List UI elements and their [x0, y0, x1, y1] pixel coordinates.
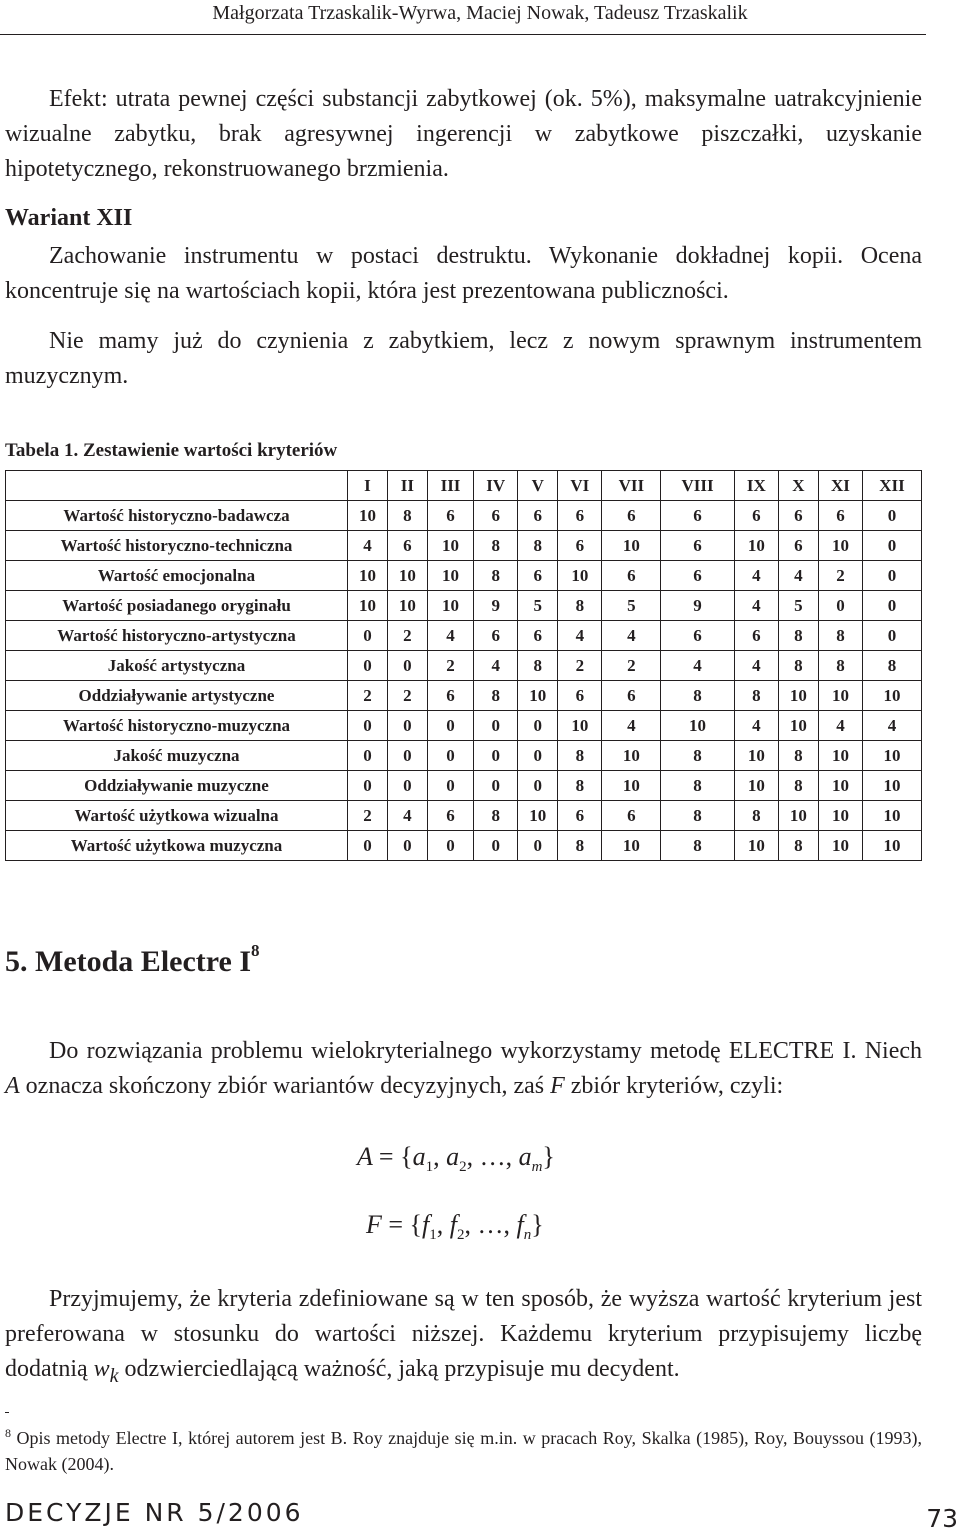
- table-cell: 0: [474, 711, 518, 741]
- table-row: [6, 801, 922, 831]
- var-w: w: [93, 1356, 110, 1382]
- formula-a1-sub: 1: [425, 1159, 434, 1176]
- variant-paragraph-2-text: Nie mamy już do czynienia z zabytkiem, lecz z nowym sprawnym instrumentem muzycznym.: [5, 328, 922, 389]
- table-cell: 0: [863, 531, 922, 561]
- formula-a-dots: , …,: [466, 1142, 519, 1171]
- table-cell: 6: [474, 621, 518, 651]
- formula-fn-sub: n: [523, 1227, 532, 1244]
- table-cell: 0: [518, 711, 558, 741]
- column-header: XI: [818, 471, 862, 501]
- table-cell: 10: [818, 531, 862, 561]
- table-cell: 6: [778, 501, 818, 531]
- table-cell: 8: [661, 741, 735, 771]
- table-cell: 4: [734, 711, 778, 741]
- column-header: V: [518, 471, 558, 501]
- row-label: Wartość emocjonalna: [6, 561, 348, 591]
- table-cell: 10: [734, 771, 778, 801]
- formula-am-sub: m: [531, 1159, 543, 1176]
- table-cell: 6: [602, 681, 661, 711]
- table-cell: 8: [818, 651, 862, 681]
- table-cell: 2: [387, 681, 427, 711]
- table-cell: 10: [602, 741, 661, 771]
- formula-comma: ,: [433, 1142, 447, 1171]
- table-cell: 0: [427, 711, 473, 741]
- formula-am: a: [518, 1142, 532, 1171]
- table-cell: 8: [778, 651, 818, 681]
- table-cell: 0: [387, 771, 427, 801]
- method-text-3: zbiór kryteriów, czyli:: [564, 1073, 784, 1099]
- table-cell: 8: [661, 771, 735, 801]
- table-cell: 6: [602, 561, 661, 591]
- table-cell: 8: [474, 801, 518, 831]
- table-cell: 8: [518, 531, 558, 561]
- table-cell: 6: [518, 561, 558, 591]
- table-cell: 10: [518, 801, 558, 831]
- table-cell: 8: [558, 591, 602, 621]
- method-text-1: Do rozwiązania problemu wielokryterialnego wykorzystamy metodę ELECTRE I. Niech: [49, 1038, 922, 1064]
- table-cell: 6: [558, 531, 602, 561]
- table-cell: 2: [348, 681, 388, 711]
- table-cell: 6: [558, 681, 602, 711]
- table-cell: 10: [602, 831, 661, 861]
- table-cell: 8: [734, 681, 778, 711]
- table-cell: 10: [602, 531, 661, 561]
- table-cell: 0: [427, 831, 473, 861]
- table-cell: 5: [602, 591, 661, 621]
- table-cell: 2: [427, 651, 473, 681]
- table-cell: 0: [474, 771, 518, 801]
- table-cell: 10: [387, 561, 427, 591]
- table-cell: 4: [734, 561, 778, 591]
- table-cell: 4: [863, 711, 922, 741]
- table-cell: 10: [863, 681, 922, 711]
- running-header: Małgorzata Trzaskalik-Wyrwa, Maciej Nowak, Tadeusz Trzaskalik: [212, 2, 748, 24]
- table-cell: 4: [348, 531, 388, 561]
- table-cell: 8: [558, 741, 602, 771]
- method-paragraph: [5, 1034, 922, 1104]
- table-cell: 4: [427, 621, 473, 651]
- table-cell: 8: [734, 801, 778, 831]
- table-cell: 10: [778, 711, 818, 741]
- table-cell: 6: [661, 501, 735, 531]
- row-label: Wartość historyczno-badawcza: [6, 501, 348, 531]
- table-cell: 4: [558, 621, 602, 651]
- table-cell: 5: [518, 591, 558, 621]
- table-cell: 0: [348, 771, 388, 801]
- row-label: Wartość użytkowa wizualna: [6, 801, 348, 831]
- formula-a-lhs: A: [357, 1142, 373, 1171]
- table-row: [6, 621, 922, 651]
- table-cell: 0: [474, 741, 518, 771]
- table-cell: 10: [818, 681, 862, 711]
- table-cell: 0: [518, 771, 558, 801]
- table-cell: 5: [778, 591, 818, 621]
- table-cell: 0: [348, 831, 388, 861]
- row-label: Wartość posiadanego oryginału: [6, 591, 348, 621]
- table-cell: 0: [387, 651, 427, 681]
- table-cell: 10: [734, 531, 778, 561]
- row-label: Wartość historyczno-artystyczna: [6, 621, 348, 651]
- row-label: Wartość historyczno-muzyczna: [6, 711, 348, 741]
- table-body: [6, 501, 922, 861]
- table-cell: 6: [558, 501, 602, 531]
- section-title: 5. Metoda Electre I: [5, 945, 252, 978]
- column-header: II: [387, 471, 427, 501]
- table-cell: 10: [778, 681, 818, 711]
- formula-f1: f: [422, 1210, 430, 1239]
- table-cell: 2: [387, 621, 427, 651]
- formula-f1-sub: 1: [429, 1227, 437, 1244]
- formula-f-lhs: F: [366, 1210, 382, 1239]
- table-cell: 0: [863, 501, 922, 531]
- table-cell: 0: [863, 591, 922, 621]
- table-cell: 8: [661, 801, 735, 831]
- criteria-table: [5, 470, 922, 861]
- table-cell: 9: [661, 591, 735, 621]
- table-cell: 9: [474, 591, 518, 621]
- table-cell: 6: [661, 531, 735, 561]
- table-cell: 8: [474, 531, 518, 561]
- table-row: [6, 771, 922, 801]
- table-cell: 0: [427, 771, 473, 801]
- table-cell: 8: [387, 501, 427, 531]
- table-cell: 10: [348, 501, 388, 531]
- section-heading: [5, 941, 260, 979]
- table-cell: 6: [427, 681, 473, 711]
- formula-comma: ,: [436, 1210, 450, 1239]
- table-cell: 10: [778, 801, 818, 831]
- table-cell: 10: [558, 561, 602, 591]
- table-cell: 0: [427, 741, 473, 771]
- formula-f2-sub: 2: [457, 1227, 465, 1244]
- variant-paragraph-1-text: Zachowanie instrumentu w postaci destruktu. Wykonanie dokładnej kopii. Ocena koncentruje się na wartościach kopii, która jest prezentowana publiczności.: [5, 243, 922, 304]
- table-cell: 8: [474, 561, 518, 591]
- table-cell: 0: [863, 621, 922, 651]
- table-cell: 10: [818, 831, 862, 861]
- variant-title: Wariant XII: [5, 205, 133, 231]
- table-cell: 0: [348, 651, 388, 681]
- table-cell: 6: [518, 621, 558, 651]
- footnote-text: Opis metody Electre I, której autorem jest B. Roy znajduje się m.in. w pracach Roy, Skalka (1985), Roy, Bouyssou (1993), Nowak (2004).: [5, 1428, 922, 1474]
- table-cell: 10: [818, 771, 862, 801]
- table-row: [6, 561, 922, 591]
- table-row: [6, 741, 922, 771]
- table-cell: 10: [348, 561, 388, 591]
- table-cell: 0: [863, 561, 922, 591]
- table-row: [6, 501, 922, 531]
- table-cell: 6: [474, 501, 518, 531]
- row-label: Jakość muzyczna: [6, 741, 348, 771]
- table-row: [6, 681, 922, 711]
- table-cell: 10: [427, 591, 473, 621]
- table-cell: 10: [734, 741, 778, 771]
- formula-a1: a: [412, 1142, 426, 1171]
- column-header: IV: [474, 471, 518, 501]
- table-cell: 0: [348, 741, 388, 771]
- row-label: Wartość historyczno-techniczna: [6, 531, 348, 561]
- criteria-paragraph: [5, 1282, 922, 1394]
- table-cell: 4: [602, 711, 661, 741]
- row-label: Oddziaływanie artystyczne: [6, 681, 348, 711]
- table-cell: 8: [558, 831, 602, 861]
- table-cell: 6: [518, 501, 558, 531]
- footnote-number: 8: [5, 1426, 11, 1440]
- table-cell: 2: [602, 651, 661, 681]
- table-cell: 6: [778, 531, 818, 561]
- formula-f-dots: , …,: [464, 1210, 517, 1239]
- table-cell: 8: [778, 621, 818, 651]
- table-cell: 6: [661, 621, 735, 651]
- table-cell: 10: [602, 771, 661, 801]
- table-cell: 6: [734, 621, 778, 651]
- formula-a2: a: [446, 1142, 460, 1171]
- table-cell: 10: [734, 831, 778, 861]
- table-cell: 8: [778, 831, 818, 861]
- journal-footer: DECYZJE NR 5/2006: [5, 1498, 304, 1527]
- table-cell: 0: [518, 831, 558, 861]
- column-header: I: [348, 471, 388, 501]
- effect-paragraph: [5, 82, 922, 187]
- table-corner: [6, 471, 348, 501]
- table-cell: 10: [863, 771, 922, 801]
- column-header: III: [427, 471, 473, 501]
- formula-f: [366, 1210, 544, 1244]
- formula-a2-sub: 2: [459, 1159, 467, 1176]
- column-header: X: [778, 471, 818, 501]
- row-label: Oddziaływanie muzyczne: [6, 771, 348, 801]
- table-row: [6, 831, 922, 861]
- formula-a-close: }: [542, 1142, 555, 1171]
- table-cell: 10: [863, 801, 922, 831]
- column-header: VI: [558, 471, 602, 501]
- table-cell: 10: [661, 711, 735, 741]
- table-cell: 4: [778, 561, 818, 591]
- var-f: F: [550, 1073, 565, 1099]
- table-cell: 6: [558, 801, 602, 831]
- criteria-text-1: Przyjmujemy, że kryteria zdefiniowane są w ten sposób, że wyższa wartość kryterium jest preferowana w stosunku do wartości niższej. Każdemu kryterium przypisujemy liczbę dodatnią: [5, 1286, 922, 1382]
- table-row: [6, 531, 922, 561]
- table-cell: 4: [602, 621, 661, 651]
- table-cell: 6: [387, 531, 427, 561]
- table-cell: 6: [427, 801, 473, 831]
- criteria-text-2: odzwierciedlającą ważność, jaką przypisuje mu decydent.: [118, 1356, 680, 1382]
- section-footnote-ref: 8: [251, 941, 260, 960]
- header-rule: [0, 34, 926, 35]
- table-cell: 10: [387, 591, 427, 621]
- table-cell: 6: [734, 501, 778, 531]
- footnote: [5, 1420, 922, 1477]
- table-cell: 8: [818, 621, 862, 651]
- table-cell: 8: [778, 771, 818, 801]
- table-row: [6, 711, 922, 741]
- formula-f-eq: = {: [388, 1210, 423, 1239]
- var-a: A: [5, 1073, 20, 1099]
- table-cell: 2: [818, 561, 862, 591]
- variant-paragraph-1: [5, 239, 922, 309]
- table-cell: 8: [558, 771, 602, 801]
- column-header: XII: [863, 471, 922, 501]
- table-cell: 4: [734, 591, 778, 621]
- row-label: Wartość użytkowa muzyczna: [6, 831, 348, 861]
- table-cell: 0: [387, 831, 427, 861]
- formula-fn: f: [516, 1210, 524, 1239]
- table-cell: 8: [661, 831, 735, 861]
- table-cell: 10: [818, 801, 862, 831]
- table-cell: 6: [818, 501, 862, 531]
- table-cell: 8: [661, 681, 735, 711]
- table-header-row: [6, 471, 922, 501]
- table-cell: 10: [427, 531, 473, 561]
- table-cell: 8: [778, 741, 818, 771]
- table-cell: 0: [474, 831, 518, 861]
- row-label: Jakość artystyczna: [6, 651, 348, 681]
- table-cell: 10: [518, 681, 558, 711]
- method-text-2: oznacza skończony zbiór wariantów decyzyjnych, zaś: [19, 1073, 551, 1099]
- table-row: [6, 591, 922, 621]
- effect-text: Efekt: utrata pewnej części substancji zabytkowej (ok. 5%), maksymalne uatrakcyjnienie wizualne zabytku, brak agresywnej ingerencji w zabytkowe piszczałki, uzyskanie hipotetycznego, rekonstruowanego brzmienia.: [5, 86, 922, 182]
- table-cell: 6: [602, 501, 661, 531]
- formula-f2: f: [449, 1210, 458, 1239]
- table-cell: 10: [818, 741, 862, 771]
- table-cell: 10: [863, 741, 922, 771]
- table-cell: 8: [474, 681, 518, 711]
- table-cell: 10: [427, 561, 473, 591]
- table-cell: 6: [602, 801, 661, 831]
- table-cell: 8: [863, 651, 922, 681]
- table-cell: 0: [348, 621, 388, 651]
- table-cell: 4: [818, 711, 862, 741]
- table-cell: 0: [518, 741, 558, 771]
- table-cell: 4: [661, 651, 735, 681]
- table-cell: 2: [558, 651, 602, 681]
- table-cell: 0: [387, 741, 427, 771]
- column-header: VII: [602, 471, 661, 501]
- table-cell: 8: [518, 651, 558, 681]
- variant-paragraph-2: [5, 324, 922, 394]
- table-cell: 10: [863, 831, 922, 861]
- column-header: VIII: [661, 471, 735, 501]
- table-row: [6, 651, 922, 681]
- column-header: IX: [734, 471, 778, 501]
- table-cell: 2: [348, 801, 388, 831]
- table-cell: 6: [427, 501, 473, 531]
- formula-f-close: }: [531, 1210, 544, 1239]
- table-cell: 0: [348, 711, 388, 741]
- table-cell: 4: [387, 801, 427, 831]
- table-cell: 10: [558, 711, 602, 741]
- table-cell: 4: [474, 651, 518, 681]
- var-w-sub: k: [109, 1364, 119, 1387]
- page-number: 73: [926, 1504, 958, 1533]
- formula-a-eq: = {: [378, 1142, 413, 1171]
- table-cell: 0: [387, 711, 427, 741]
- table-cell: 10: [348, 591, 388, 621]
- table-cell: 6: [661, 561, 735, 591]
- table-cell: 4: [734, 651, 778, 681]
- footnote-rule: [5, 1412, 9, 1413]
- formula-a: [357, 1142, 555, 1176]
- table-cell: 0: [818, 591, 862, 621]
- table-caption: Tabela 1. Zestawienie wartości kryteriów: [5, 440, 338, 461]
